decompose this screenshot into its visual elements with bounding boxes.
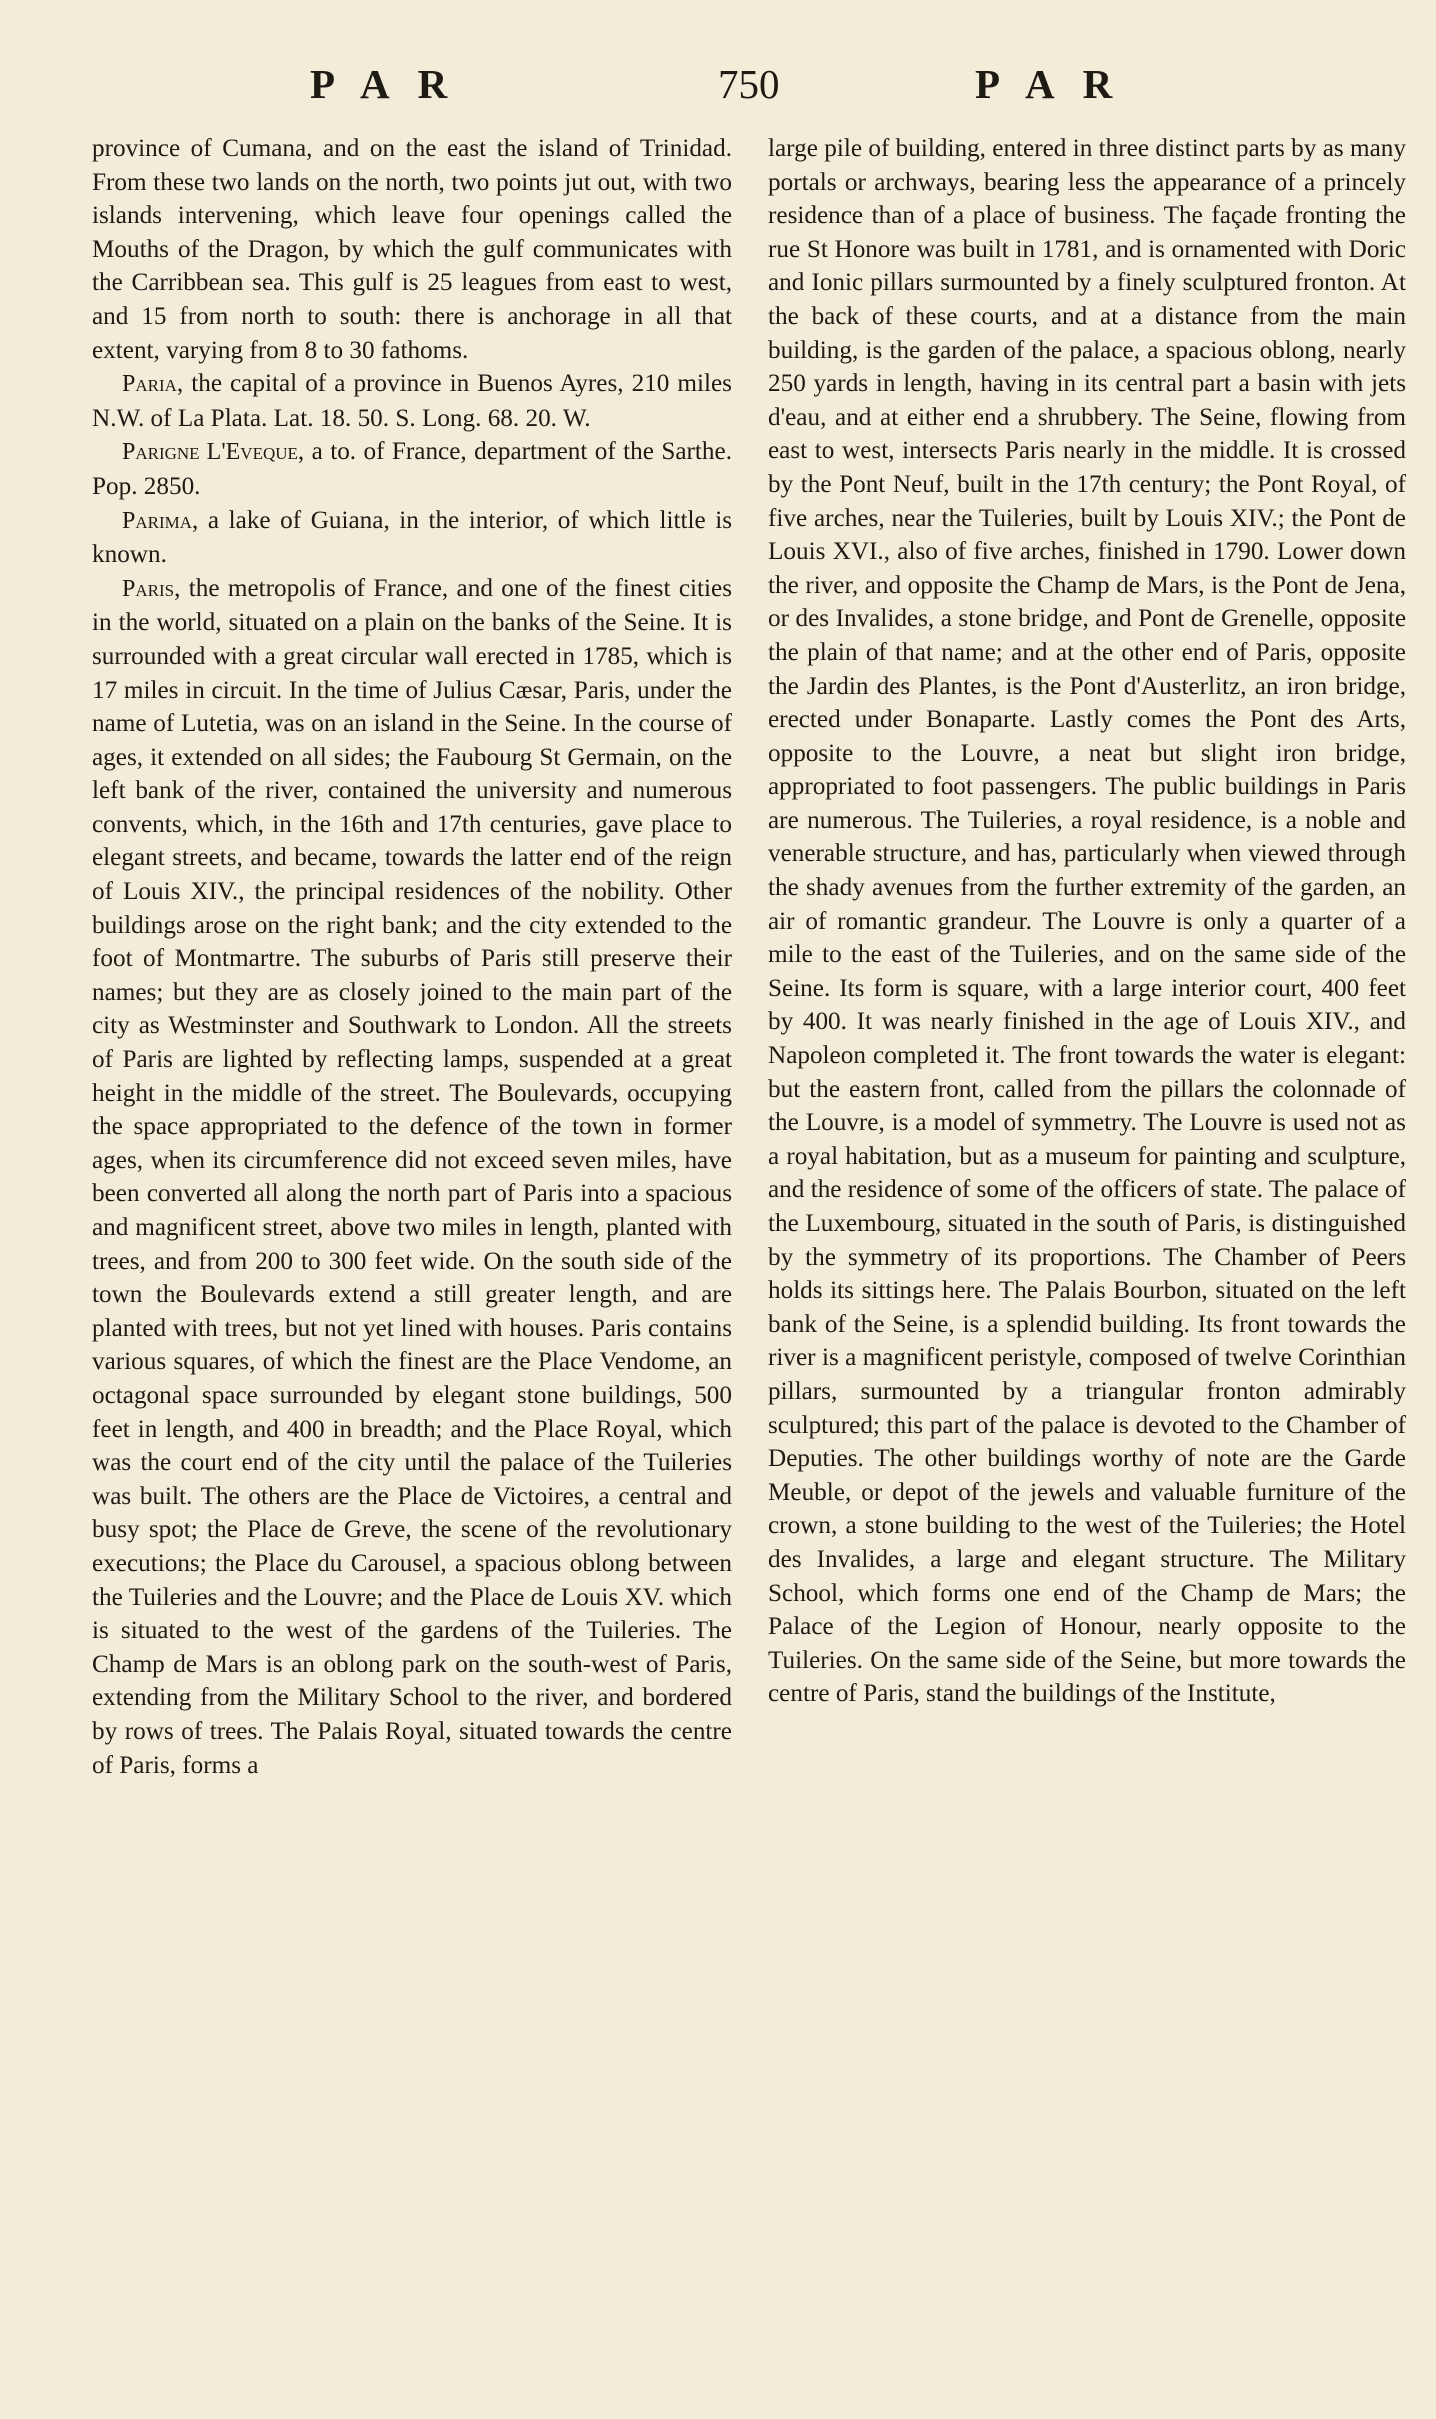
entry-headword: Paria bbox=[122, 371, 177, 398]
left-column bbox=[92, 132, 732, 2379]
entry-paria: Paria, the capital of a province in Buenos Ayres, 210 miles N.W. of La Plata. Lat. 18. 50. S. Long. 68. 20. W. bbox=[92, 370, 732, 432]
entry-headword: Parima bbox=[122, 507, 193, 534]
entry-paris: Paris, the metropolis of France, and one of the finest cities in the world, situated on a plain on the banks of the Seine. It is surrounded with a great circular wall erected in 1785, which is 17 miles in circuit. In the time of Julius Cæsar, Paris, under the name of Lutetia, was on an island in the Seine. In the course of ages, it extended on all sides; the Faubourg St Germain, on the left bank of the river, contained the university and numerous convents, which, in the 16th and 17th centuries, gave place to elegant streets, and became, towards the latter end of the reign of Louis XIV., the principal residences of the nobility. Other buildings arose on the right bank; and the city extended to the foot of Montmartre. The suburbs of Paris still preserve their names; but they are as closely joined to the main part of the city as Westminster and Southwark to London. All the streets of Paris are lighted by reflecting lamps, suspended at a great height in the middle of the street. The Boulevards, occupying the space appropriated to the defence of the town in former ages, when its circumference did not exceed seven miles, have been converted all along the north part of Paris into a spacious and magnificent street, above two miles in length, planted with trees, and from 200 to 300 feet wide. On the south side of the town the Boulevards extend a still greater length, and are planted with trees, but not yet lined with houses. Paris contains various squares, of which the finest are the Place Vendome, an octagonal space surrounded by elegant stone buildings, 500 feet in length, and 400 in breadth; and the Place Royal, which was the court end of the city until the palace of the Tuileries was built. The others are the Place de Victoires, a central and busy spot; the Place de Greve, the scene of the revolutionary executions; the Place du Carousel, a spacious oblong between the Tuileries and the Louvre; and the Place de Louis XV. which is situated to the west of the gardens of the Tuileries. The Champ de Mars is an oblong park on the south-west of Paris, extending from the Military School to the river, and bordered by rows of trees. The Palais Royal, situated towards the centre of Paris, forms a bbox=[92, 574, 732, 1779]
entry-headword: Paris bbox=[122, 575, 175, 602]
headword-left: PAR bbox=[310, 61, 476, 107]
entry-paris-continued: large pile of building, entered in three distinct parts by as many portals or archways, bearing less the appearance of a princely residence than of a place of business. The façade fronting the rue St Honore was built in 1781, and is ornamented with Doric and Ionic pillars surmounted by a finely sculptured fronton. At the back of these courts, and at a distance from the main building, is the garden of the palace, a spacious oblong, nearly 250 yards in length, having in its central part a basin with jets d'eau, and at either end a shrubbery. The Seine, flowing from east to west, intersects Paris nearly in the middle. It is crossed by the Pont Neuf, built in the 17th century; the Pont Royal, of five arches, near the Tuileries, built by Louis XIV.; the Pont de Louis XVI., also of five arches, finished in 1790. Lower down the river, and opposite the Champ de Mars, is the Pont de Jena, or des Invalides, a stone bridge, and Pont de Grenelle, opposite the plain of that name; and at the other end of Paris, opposite the Jardin des Plantes, is the Pont d'Austerlitz, an iron bridge, erected under Bonaparte. Lastly comes the Pont des Arts, opposite to the Louvre, a neat but slight iron bridge, appropriated to foot passengers. The public buildings in Paris are numerous. The Tuileries, a royal residence, is a noble and venerable structure, and has, particularly when viewed through the shady avenues from the further extremity of the garden, an air of romantic grandeur. The Louvre is only a quarter of a mile to the east of the Tuileries, and on the same side of the Seine. Its form is square, with a large interior court, 400 feet by 400. It was nearly finished in the age of Louis XIV., and Napoleon completed it. The front towards the water is elegant: but the eastern front, called from the pillars the colonnade of the Louvre, is a model of symmetry. The Louvre is used not as a royal habitation, but as a museum for painting and sculpture, and the residence of some of the officers of state. The palace of the Luxembourg, situated in the south of Paris, is distinguished by the symmetry of its proportions. The Chamber of Peers holds its sittings here. The Palais Bourbon, situated on the left bank of the Seine, is a splendid building. Its front towards the river is a magnificent peristyle, composed of twelve Corinthian pillars, surmounted by a triangular fronton admirably sculptured; this part of the palace is devoted to the Chamber of Deputies. The other buildings worthy of note are the Garde Meuble, or depot of the jewels and valuable furniture of the crown, a stone building to the west of the Tuileries; the Hotel des Invalides, a large and elegant structure. The Military School, which forms one end of the Champ de Mars; the Palace of the Legion of Honour, nearly opposite to the Tuileries. On the same side of the Seine, but more towards the centre of Paris, stand the buildings of the Institute, bbox=[768, 135, 1406, 1708]
running-header bbox=[0, 60, 1436, 120]
headword-right: PAR bbox=[975, 61, 1141, 107]
entry-continuation: province of Cumana, and on the east the island of Trinidad. From these two lands on the north, two points jut out, with two islands intervening, which leave four openings called the Mouths of the Dragon, by which the gulf communicates with the Carribbean sea. This gulf is 25 leagues from east to west, and 15 from north to south: there is anchorage in all that extent, varying from 8 to 30 fathoms. bbox=[92, 135, 732, 364]
entry-parima: Parima, a lake of Guiana, in the interior, of which little is known. bbox=[92, 506, 732, 569]
right-column bbox=[768, 132, 1406, 2379]
entry-headword: Parigne L'Eveque bbox=[122, 439, 298, 466]
entry-parigne: Parigne L'Eveque, a to. of France, department of the Sarthe. Pop. 2850. bbox=[92, 438, 732, 500]
page-number: 750 bbox=[718, 61, 780, 107]
